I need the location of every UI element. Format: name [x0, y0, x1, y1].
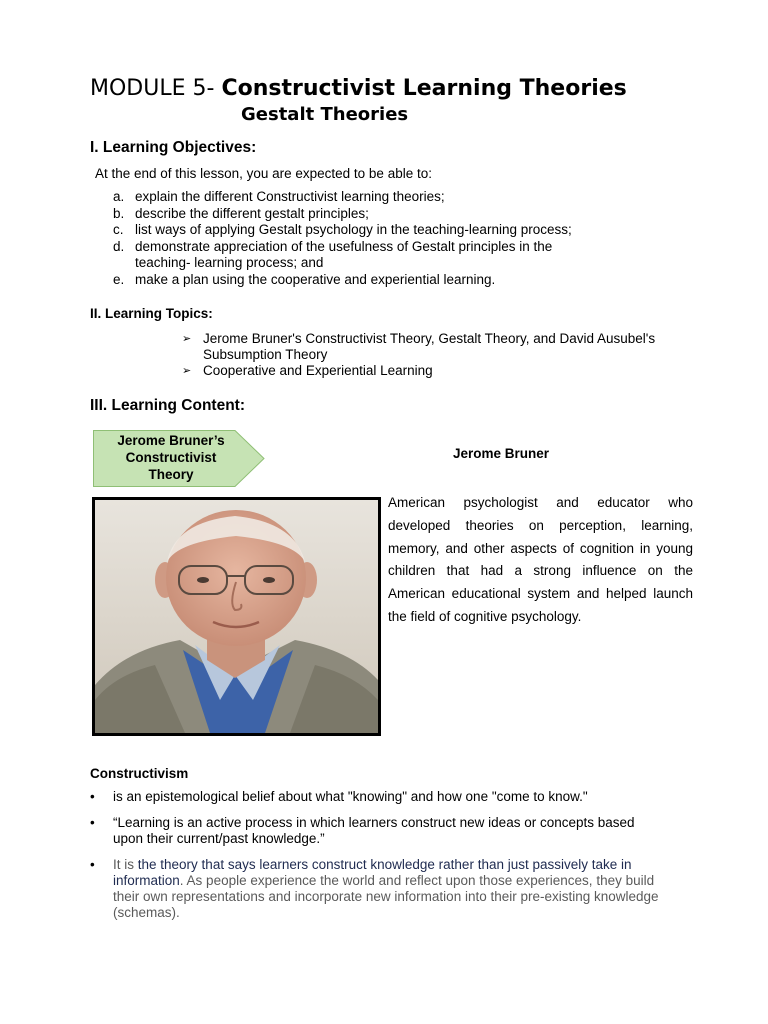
portrait-photo [92, 497, 381, 736]
arrow-label: Jerome Bruner’s Constructivist Theory [117, 433, 225, 482]
bio-paragraph: American psychologist and educator who developed theories on perception, learning, memory, and other aspects of cognition in young children that had a strong influence on the American educational system and helped launch the field of cognitive psychology. [388, 495, 693, 624]
bullet-icon: • [90, 815, 95, 830]
list-item: a. explain the different Constructivist learning theories; [113, 189, 445, 204]
list-item: b. describe the different gestalt principles; [113, 205, 369, 221]
list-item: ➢ Cooperative and Experiential Learning [182, 363, 433, 378]
module-label: MODULE 5- [90, 76, 215, 101]
bullet-icon: • [90, 789, 95, 804]
topics-heading: II. Learning Topics: [90, 306, 213, 321]
module-title: Constructivist Learning Theories [221, 76, 627, 101]
list-item: e. make a plan using the cooperative and experiential learning. [113, 271, 496, 287]
page-subtitle: Gestalt Theories [241, 104, 409, 125]
bullet-icon: • [90, 857, 95, 872]
objectives-intro: At the end of this lesson, you are expected to be able to: [95, 166, 432, 181]
objectives-list [113, 189, 653, 288]
portrait-image [95, 500, 378, 733]
list-item: c. list ways of applying Gestalt psychology in the teaching-learning process; [113, 222, 572, 237]
topics-list [182, 331, 662, 379]
arrow-bullet-icon: ➢ [182, 333, 192, 345]
arrow-bullet-icon: ➢ [182, 365, 192, 377]
objectives-heading: I. Learning Objectives: [90, 139, 257, 156]
constructivism-list [90, 789, 660, 931]
list-item: d. demonstrate appreciation of the usefulness of Gestalt principles in the teaching- learning process; and [113, 238, 553, 270]
list-item: ➢ Jerome Bruner's Constructivist Theory, Gestalt Theory, and David Ausubel's Subsumption Theory [182, 331, 656, 362]
list-item: • “Learning is an active process in which learners construct new ideas or concepts based upon their current/past knowledge.” [90, 815, 635, 846]
constructivism-heading: Constructivism [90, 766, 189, 781]
list-item: • It is the theory that says learners construct knowledge rather than just passively take in information. As people experience the world and reflect upon those experiences, they build their own representations and incorporate new information into their pre-existing knowledge (schemas). [90, 857, 659, 920]
content-heading: III. Learning Content: [90, 397, 245, 414]
person-name: Jerome Bruner [453, 446, 550, 461]
list-item: • is an epistemological belief about what "knowing" and how one "come to know." [90, 789, 588, 804]
theory-arrow-shape [93, 430, 265, 487]
page-title [90, 76, 627, 101]
